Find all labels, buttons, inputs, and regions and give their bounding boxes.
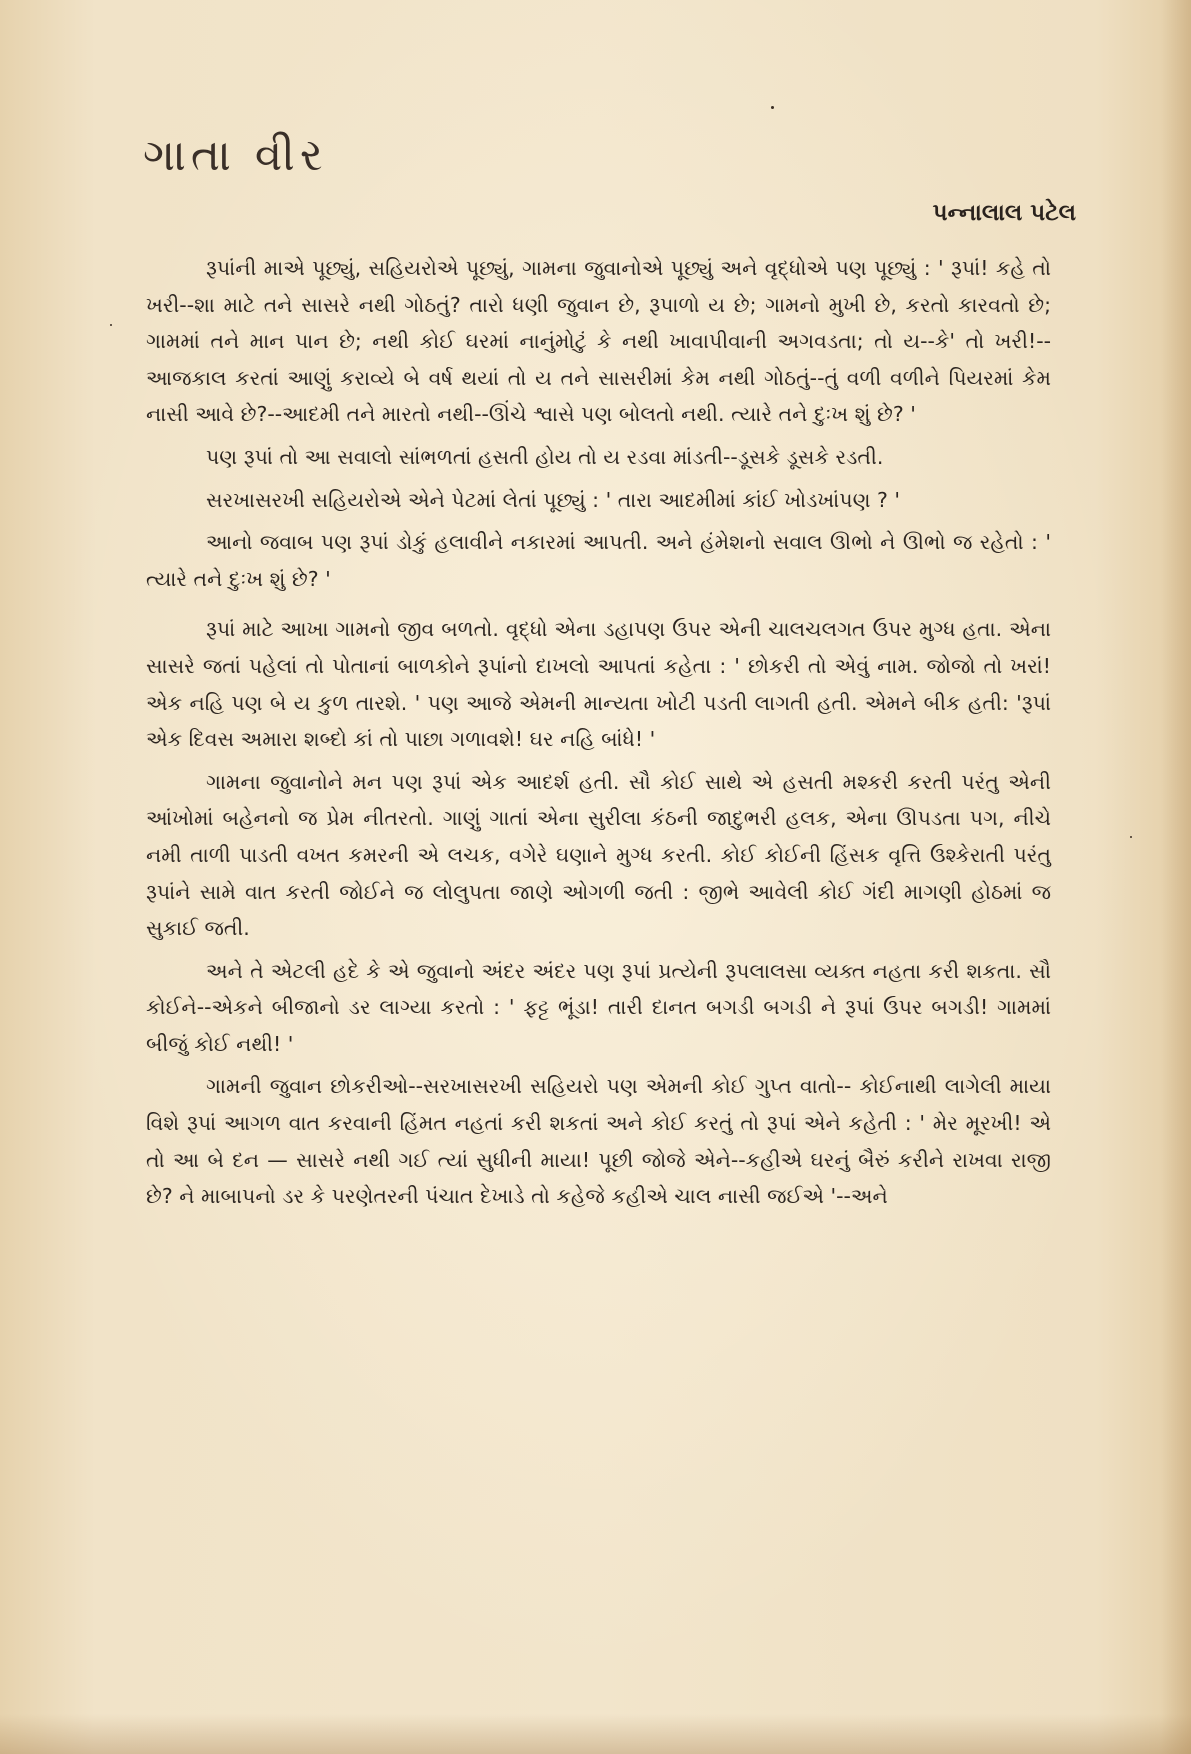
story-body bbox=[146, 250, 1051, 1221]
paragraph: ગામની જુવાન છોકરીઓ--સરખાસરખી સહિયરો પણ એમની કોઈ ગુપ્ત વાતો-- કોઈનાથી લાગેલી માયા વિશે રૂપાં આગળ વાત કરવાની હિંમત નહતાં કરી શકતાં અને કોઈ કરતું તો રૂપાં એને કહેતી : ' મેર મૂરખી! એ તો આ બે દન — સાસરે નથી ગઈ ત્યાં સુધીની માયા! પૂછી જોજે એને--કહીએ ઘરનું બૈરું કરીને રાખવા રાજી છે? ને માબાપનો ડર કે પરણેતરની પંચાત દેખાડે તો કહેજે કહીએ ચાલ નાસી જઈએ '--અને bbox=[146, 1074, 1051, 1209]
page-edge-shadow bbox=[0, 1714, 1191, 1754]
page-edge-shadow bbox=[1161, 0, 1191, 1754]
paragraph: પણ રૂપાં તો આ સવાલો સાંભળતાં હસતી હોય તો ય રડવા માંડતી--ડૂસકે ડૂસકે રડતી. bbox=[206, 444, 884, 469]
paragraph: ગામના જુવાનોને મન પણ રૂપાં એક આદર્શ હતી. સૌ કોઈ સાથે એ હસતી મશ્કરી કરતી પરંતુ એની આંખોમાં બહેનનો જ પ્રેમ નીતરતો. ગાણું ગાતાં એના સુરીલા કંઠની જાદુભરી હલક, એના ઊપડતા પગ, નીચે નમી તાળી પાડતી વખત કમરની એ લચક, વગેરે ઘણાને મુગ્ધ કરતી. કોઈ કોઈની હિંસક વૃત્તિ ઉશ્કેરાતી પરંતુ રૂપાંને સામે વાત કરતી જોઈને જ લોલુપતા જાણે ઓગળી જતી : જીભે આવેલી કોઈ ગંદી માગણી હોઠમાં જ સુકાઈ જતી. bbox=[146, 769, 1051, 941]
paper-speck bbox=[110, 324, 112, 326]
paragraph: સરખાસરખી સહિયરોએ એને પેટમાં લેતાં પૂછ્યું : ' તારા આદમીમાં કાંઈ ખોડખાંપણ ? ' bbox=[206, 487, 901, 512]
paragraph: રૂપાં માટે આખા ગામનો જીવ બળતો. વૃદ્ધો એના ડહાપણ ઉપર એની ચાલચલગત ઉપર મુગ્ધ હતા. એના સાસરે જતાં પહેલાં તો પોતાનાં બાળકોને રૂપાંનો દાખલો આપતાં કહેતા : ' છોકરી તો એવું નામ. જોજો તો ખરાં! એક નહિ પણ બે ય કુળ તારશે. ' પણ આજે એમની માન્યતા ખોટી પડતી લાગતી હતી. એમને બીક હતી: 'રૂપાં એક દિવસ અમારા શબ્દો કાં તો પાછા ગળાવશે! ઘર નહિ બાંધે! ' bbox=[146, 617, 1051, 752]
paper-speck bbox=[1130, 836, 1132, 838]
paragraph: અને તે એટલી હદે કે એ જુવાનો અંદર અંદર પણ રૂપાં પ્રત્યેની રૂપલાલસા વ્યક્ત નહતા કરી શકતા. સૌ કોઈને--એકને બીજાનો ડર લાગ્યા કરતો : ' ફટ્ટ ભૂંડા! તારી દાનત બગડી બગડી ને રૂપાં ઉપર બગડી! ગામમાં બીજું કોઈ નથી! ' bbox=[146, 958, 1051, 1056]
story-title: ગાતા વીર bbox=[143, 130, 328, 181]
paragraph: રૂપાંની માએ પૂછ્યું, સહિયરોએ પૂછ્યું, ગામના જુવાનોએ પૂછ્યું અને વૃદ્ધોએ પણ પૂછ્યું : ' રૂપાં! કહે તો ખરી--શા માટે તને સાસરે નથી ગોઠતું? તારો ધણી જુવાન છે, રૂપાળો ય છે; ગામનો મુખી છે, કરતો કારવતો છે; ગામમાં તને માન પાન છે; નથી કોઈ ઘરમાં નાનુંમોટું કે નથી ખાવાપીવાની અગવડતા; તો ય--કે' તો ખરી!-- આજકાલ કરતાં આણું કરાવ્યે બે વર્ષ થયાં તો ય તને સાસરીમાં કેમ નથી ગોઠતું--તું વળી વળીને પિયરમાં કેમ નાસી આવે છે?--આદમી તને મારતો નથી--ઊંચે શ્વાસે પણ બોલતો નથી. ત્યારે તને દુઃખ શું છે? ' bbox=[146, 256, 1051, 427]
author-name: પન્નાલાલ પટેલ bbox=[932, 200, 1076, 226]
paper-speck bbox=[771, 106, 774, 109]
paragraph: આનો જવાબ પણ રૂપાં ડોકું હલાવીને નકારમાં આપતી. અને હંમેશનો સવાલ ઊભો ને ઊભો જ રહેતો : ' ત્યારે તને દુઃખ શું છે? ' bbox=[146, 530, 1051, 591]
